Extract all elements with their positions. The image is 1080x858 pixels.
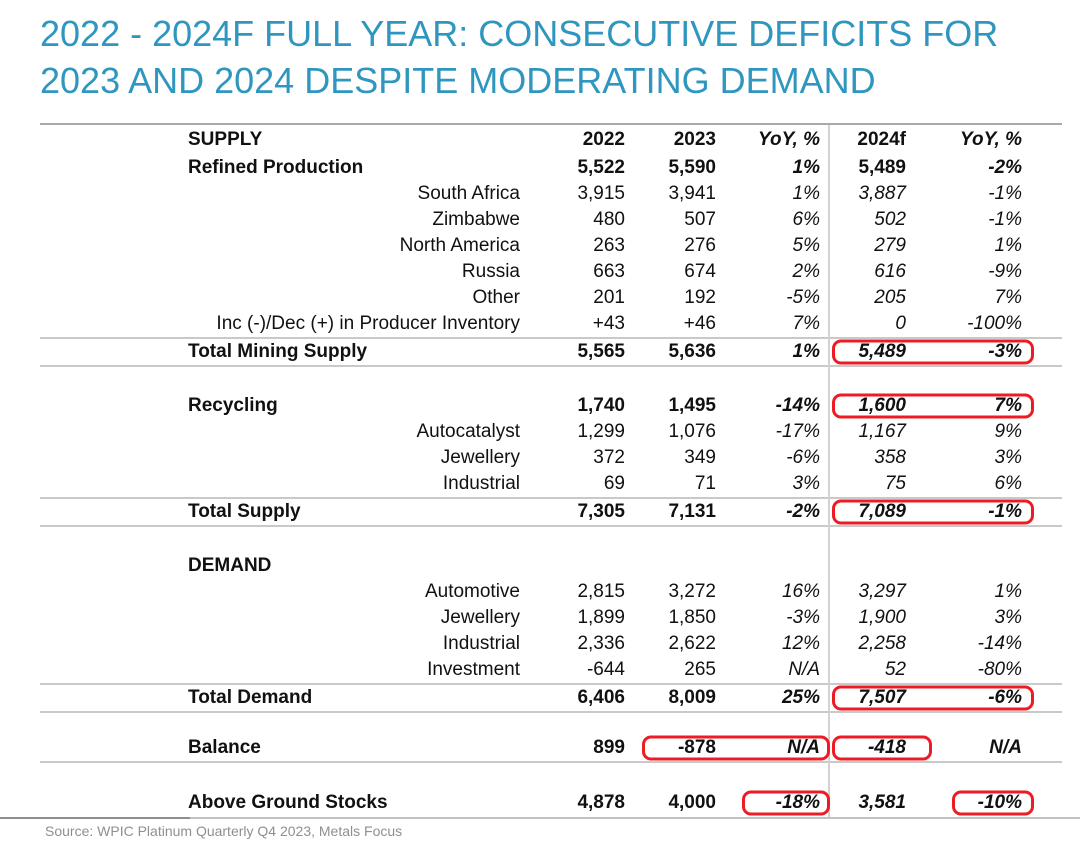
cell-investment-yoy-2023: N/A <box>788 659 820 680</box>
bottom-rule-dark-segment <box>0 817 190 819</box>
cell-balance-yoy-2023: N/A <box>787 737 820 758</box>
cell-automotive-2023: 3,272 <box>668 581 716 602</box>
table-row-other <box>40 285 1062 311</box>
cell-russia-yoy-2023: 2% <box>792 261 820 282</box>
row-label-automotive: Automotive <box>424 581 520 602</box>
cell-refined-production-yoy-2023: 1% <box>792 157 820 178</box>
cell-south-africa-2023: 3,941 <box>668 183 716 204</box>
cell-producer-inventory-2023: +46 <box>683 313 716 334</box>
row-label-industrial-recycling: Industrial <box>442 473 520 494</box>
cell-producer-inventory-yoy-2023: 7% <box>792 313 820 334</box>
cell-above-ground-stocks-2023: 4,000 <box>668 792 716 813</box>
cell-south-africa-2024f: 3,887 <box>858 183 906 204</box>
cell-jewellery-recycling-yoy-2023: -6% <box>786 447 820 468</box>
cell-investment-2023: 265 <box>684 659 716 680</box>
cell-north-america-2022: 263 <box>593 235 625 256</box>
table-row-recycling <box>40 393 1062 419</box>
table-header-row <box>40 125 1062 155</box>
cell-industrial-demand-yoy-2024f: -14% <box>977 633 1022 654</box>
supply-demand-table <box>40 123 1062 817</box>
cell-jewellery-recycling-2023: 349 <box>684 447 716 468</box>
row-label-north-america: North America <box>399 235 520 256</box>
cell-recycling-yoy-2024f: 7% <box>994 395 1022 416</box>
source-note: Source: WPIC Platinum Quarterly Q4 2023, Metals Focus <box>45 823 403 839</box>
column-header-2024f: 2024f <box>857 129 906 150</box>
cell-total-supply-yoy-2024f: -1% <box>988 501 1022 522</box>
cell-above-ground-stocks-2022: 4,878 <box>577 792 625 813</box>
cell-russia-2024f: 616 <box>874 261 906 282</box>
cell-industrial-recycling-yoy-2023: 3% <box>792 473 820 494</box>
cell-north-america-2023: 276 <box>684 235 716 256</box>
row-label-russia: Russia <box>461 261 520 282</box>
cell-recycling-2023: 1,495 <box>668 395 716 416</box>
row-label-producer-inventory: Inc (-)/Dec (+) in Producer Inventory <box>216 313 520 334</box>
table-row-jewellery-demand <box>40 605 1062 631</box>
cell-jewellery-demand-2022: 1,899 <box>577 607 625 628</box>
table-row-north-america <box>40 233 1062 259</box>
cell-north-america-2024f: 279 <box>874 235 906 256</box>
page-title-line1: 2022 - 2024F FULL YEAR: CONSECUTIVE DEFICITS FOR <box>40 13 999 54</box>
cell-autocatalyst-yoy-2023: -17% <box>775 421 820 442</box>
cell-other-2024f: 205 <box>874 287 906 308</box>
cell-industrial-demand-yoy-2023: 12% <box>781 633 820 654</box>
cell-investment-2024f: 52 <box>884 659 906 680</box>
column-header-2023: 2023 <box>673 129 716 150</box>
cell-other-yoy-2023: -5% <box>786 287 820 308</box>
cell-zimbabwe-yoy-2024f: -1% <box>988 209 1022 230</box>
cell-automotive-2022: 2,815 <box>577 581 625 602</box>
cell-automotive-yoy-2024f: 1% <box>994 581 1022 602</box>
cell-south-africa-2022: 3,915 <box>577 183 625 204</box>
cell-total-demand-2023: 8,009 <box>668 687 716 708</box>
cell-total-mining-supply-2022: 5,565 <box>577 341 625 362</box>
column-header-yoy-2023: YoY, % <box>758 129 820 150</box>
table-row-demand-heading <box>40 553 1062 579</box>
cell-jewellery-demand-2024f: 1,900 <box>858 607 906 628</box>
cell-total-supply-2023: 7,131 <box>668 501 716 522</box>
cell-jewellery-demand-2023: 1,850 <box>668 607 716 628</box>
table-row-gap-3 <box>40 713 1062 735</box>
cell-autocatalyst-2024f: 1,167 <box>858 421 906 442</box>
cell-jewellery-recycling-yoy-2024f: 3% <box>994 447 1022 468</box>
cell-recycling-2022: 1,740 <box>577 395 625 416</box>
cell-industrial-recycling-2023: 71 <box>694 473 716 494</box>
column-header-2022: 2022 <box>582 129 625 150</box>
cell-balance-yoy-2024f: N/A <box>989 737 1022 758</box>
table-row-gap-4 <box>40 763 1062 789</box>
table-row-industrial-recycling <box>40 471 1062 497</box>
cell-autocatalyst-yoy-2024f: 9% <box>994 421 1022 442</box>
column-header-yoy-2024f: YoY, % <box>960 129 1022 150</box>
row-label-jewellery-recycling: Jewellery <box>440 447 520 468</box>
cell-zimbabwe-2023: 507 <box>684 209 716 230</box>
table-row-gap-1 <box>40 367 1062 393</box>
cell-refined-production-2023: 5,590 <box>668 157 716 178</box>
cell-industrial-demand-2024f: 2,258 <box>858 633 906 654</box>
cell-above-ground-stocks-yoy-2024f: -10% <box>977 792 1022 813</box>
cell-total-supply-2022: 7,305 <box>577 501 625 522</box>
row-label-jewellery-demand: Jewellery <box>440 607 520 628</box>
table-row-gap-2 <box>40 527 1062 553</box>
cell-refined-production-2024f: 5,489 <box>858 157 906 178</box>
table-row-industrial-demand <box>40 631 1062 657</box>
cell-zimbabwe-2022: 480 <box>593 209 625 230</box>
cell-above-ground-stocks-2024f: 3,581 <box>858 792 906 813</box>
cell-refined-production-yoy-2024f: -2% <box>988 157 1022 178</box>
cell-industrial-demand-2023: 2,622 <box>668 633 716 654</box>
table-row-above-ground-stocks <box>40 789 1062 817</box>
table-row-jewellery-recycling <box>40 445 1062 471</box>
table-row-investment <box>40 657 1062 683</box>
cell-investment-2022: -644 <box>586 659 625 680</box>
row-label-demand-heading: DEMAND <box>188 555 272 576</box>
page-title-line2: 2023 AND 2024 DESPITE MODERATING DEMAND <box>40 60 876 101</box>
cell-zimbabwe-yoy-2023: 6% <box>792 209 820 230</box>
page-title <box>40 10 1060 104</box>
table-row-total-demand <box>40 683 1062 713</box>
cell-jewellery-demand-yoy-2023: -3% <box>786 607 820 628</box>
cell-total-demand-2022: 6,406 <box>577 687 625 708</box>
row-label-investment: Investment <box>427 659 520 680</box>
cell-north-america-yoy-2023: 5% <box>792 235 820 256</box>
column-header-supply: SUPPLY <box>188 129 263 150</box>
cell-balance-2023: -878 <box>677 737 716 758</box>
table-row-automotive <box>40 579 1062 605</box>
row-label-balance: Balance <box>188 737 261 758</box>
row-label-zimbabwe: Zimbabwe <box>432 209 520 230</box>
cell-other-2022: 201 <box>593 287 625 308</box>
cell-total-demand-2024f: 7,507 <box>858 687 906 708</box>
row-label-total-demand: Total Demand <box>188 687 313 708</box>
cell-russia-2023: 674 <box>684 261 716 282</box>
table-row-producer-inventory <box>40 311 1062 337</box>
row-label-autocatalyst: Autocatalyst <box>416 421 520 442</box>
cell-autocatalyst-2022: 1,299 <box>577 421 625 442</box>
cell-russia-2022: 663 <box>593 261 625 282</box>
cell-automotive-2024f: 3,297 <box>858 581 906 602</box>
cell-total-demand-yoy-2023: 25% <box>781 687 820 708</box>
cell-total-supply-2024f: 7,089 <box>858 501 906 522</box>
cell-jewellery-demand-yoy-2024f: 3% <box>994 607 1022 628</box>
cell-south-africa-yoy-2023: 1% <box>792 183 820 204</box>
cell-total-mining-supply-yoy-2024f: -3% <box>988 341 1022 362</box>
cell-jewellery-recycling-2024f: 358 <box>874 447 906 468</box>
cell-north-america-yoy-2024f: 1% <box>994 235 1022 256</box>
table-row-refined-production <box>40 155 1062 181</box>
cell-total-mining-supply-yoy-2023: 1% <box>792 341 820 362</box>
cell-other-yoy-2024f: 7% <box>994 287 1022 308</box>
cell-total-demand-yoy-2024f: -6% <box>988 687 1022 708</box>
table-row-russia <box>40 259 1062 285</box>
cell-investment-yoy-2024f: -80% <box>977 659 1022 680</box>
cell-other-2023: 192 <box>684 287 716 308</box>
cell-balance-2024f: -418 <box>867 737 906 758</box>
cell-producer-inventory-2024f: 0 <box>895 313 906 334</box>
cell-recycling-2024f: 1,600 <box>858 395 906 416</box>
table-row-autocatalyst <box>40 419 1062 445</box>
cell-zimbabwe-2024f: 502 <box>874 209 906 230</box>
cell-industrial-recycling-yoy-2024f: 6% <box>994 473 1022 494</box>
cell-recycling-yoy-2023: -14% <box>775 395 820 416</box>
row-label-other: Other <box>472 287 520 308</box>
cell-total-mining-supply-2024f: 5,489 <box>858 341 906 362</box>
table-row-balance <box>40 735 1062 763</box>
table-row-zimbabwe <box>40 207 1062 233</box>
row-label-refined-production: Refined Production <box>188 157 364 178</box>
cell-jewellery-recycling-2022: 372 <box>593 447 625 468</box>
cell-total-mining-supply-2023: 5,636 <box>668 341 716 362</box>
cell-above-ground-stocks-yoy-2023: -18% <box>775 792 820 813</box>
cell-producer-inventory-2022: +43 <box>592 313 625 334</box>
cell-autocatalyst-2023: 1,076 <box>668 421 716 442</box>
cell-russia-yoy-2024f: -9% <box>988 261 1022 282</box>
table-row-south-africa <box>40 181 1062 207</box>
cell-automotive-yoy-2023: 16% <box>781 581 820 602</box>
cell-south-africa-yoy-2024f: -1% <box>988 183 1022 204</box>
cell-refined-production-2022: 5,522 <box>577 157 625 178</box>
row-label-total-mining-supply: Total Mining Supply <box>188 341 368 362</box>
cell-industrial-recycling-2022: 69 <box>603 473 625 494</box>
row-label-industrial-demand: Industrial <box>442 633 520 654</box>
row-label-total-supply: Total Supply <box>188 501 301 522</box>
cell-total-supply-yoy-2023: -2% <box>786 501 820 522</box>
forecast-divider-line <box>828 125 830 817</box>
table-row-total-mining-supply <box>40 337 1062 367</box>
cell-balance-2022: 899 <box>593 737 625 758</box>
cell-industrial-demand-2022: 2,336 <box>577 633 625 654</box>
table-row-total-supply <box>40 497 1062 527</box>
row-label-south-africa: South Africa <box>417 183 520 204</box>
table-body <box>40 155 1062 817</box>
row-label-recycling: Recycling <box>188 395 278 416</box>
cell-industrial-recycling-2024f: 75 <box>884 473 906 494</box>
row-label-above-ground-stocks: Above Ground Stocks <box>188 792 388 813</box>
cell-producer-inventory-yoy-2024f: -100% <box>967 313 1022 334</box>
